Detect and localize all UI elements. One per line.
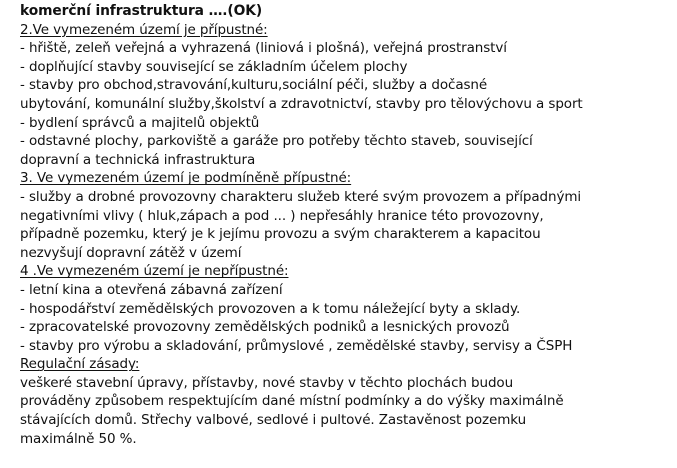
text-line: - bydlení správců a majitelů objektů <box>20 114 260 131</box>
section-heading: 2.Ve vymezeném území je přípustné: <box>20 21 268 38</box>
text-line: negativními vlivy ( hluk,zápach a pod ... ) nepřesáhly hranice této provozovny, <box>20 207 544 224</box>
text-line: maximálně 50 %. <box>20 430 137 447</box>
text-line: - stavby pro obchod,stravování,kulturu,sociální péči, služby a dočasné <box>20 77 488 94</box>
text-line: stávajících domů. Střechy valbové, sedlové i pultové. Zastavěnost pozemku <box>20 412 527 429</box>
text-line: - služby a drobné provozovny charakteru služeb které svým provozem a případnými <box>20 188 582 205</box>
text-line: nezvyšují dopravní zátěž v území <box>20 244 242 261</box>
text-line: - hospodářství zemědělských provozoven a k tomu náležející byty a sklady. <box>20 300 521 317</box>
document <box>20 2 675 448</box>
text-line: - stavby pro výrobu a skladování, průmyslové , zemědělské stavby, servisy a ČSPH <box>20 337 573 354</box>
text-line: veškeré stavební úpravy, přístavby, nové stavby v těchto plochách budou <box>20 374 514 391</box>
text-line: prováděny způsobem respektujícím dané místní podmínky a do výšky maximálně <box>20 393 564 410</box>
text-line: případně pozemku, který je k jejímu provozu a svým charakterem a kapacitou <box>20 226 541 243</box>
text-line: - zpracovatelské provozovny zemědělských podniků a lesnických provozů <box>20 319 510 336</box>
section-regulation <box>20 355 675 448</box>
section-heading: Regulační zásady: <box>20 356 140 373</box>
text-line: dopravní a technická infrastruktura <box>20 151 256 168</box>
section-permitted <box>20 21 675 170</box>
document-title: komerční infrastruktura ….(OK) <box>20 3 263 19</box>
section-conditionally-permitted <box>20 169 675 262</box>
text-line: - odstavné plochy, parkoviště a garáže pro potřeby těchto staveb, související <box>20 133 533 150</box>
text-line: ubytování, komunální služby,školství a zdravotnictví, stavby pro tělovýchovu a sport <box>20 95 583 112</box>
section-heading: 4 .Ve vymezeném území je nepřípustné: <box>20 263 289 280</box>
text-line: - hřiště, zeleň veřejná a vyhrazená (liniová i plošná), veřejná prostranství <box>20 40 507 57</box>
section-prohibited <box>20 262 675 355</box>
text-line: - doplňující stavby související se základním účelem plochy <box>20 58 408 75</box>
text-line: - letní kina a otevřená zábavná zařízení <box>20 281 283 298</box>
section-heading: 3. Ve vymezeném území je podmíněně přípustné: <box>20 170 352 187</box>
